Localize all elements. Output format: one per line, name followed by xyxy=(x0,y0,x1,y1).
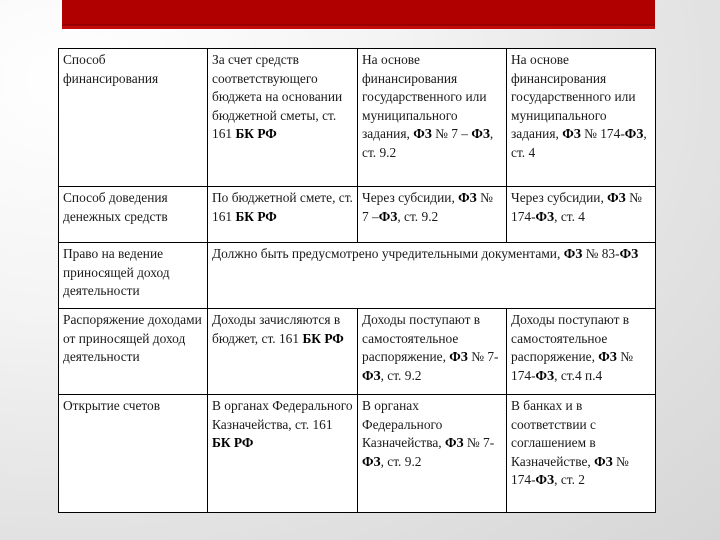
cell-budget-institution: В органах Федерального Казначейства, ст. 161 БК РФ xyxy=(208,395,358,513)
cell-budget-institution: За счет средств соответствующего бюджета на основании бюджетной сметы, ст. 161 БК РФ xyxy=(208,49,358,187)
cell-autonomous-institution: В органах Федерального Казначейства, ФЗ № 7-ФЗ, ст. 9.2 xyxy=(358,395,507,513)
row-label: Распоряжение доходами от приносящей доход деятельности xyxy=(59,309,208,395)
cell-autonomous-174: В банках и в соответствии с соглашением в Казначействе, ФЗ № 174-ФЗ, ст. 2 xyxy=(507,395,656,513)
row-label: Открытие счетов xyxy=(59,395,208,513)
cell-autonomous-institution: На основе финансирования государственного или муниципального задания, ФЗ № 7 – ФЗ, ст. 9.2 xyxy=(358,49,507,187)
cell-merged: Должно быть предусмотрено учредительными документами, ФЗ № 83-ФЗ xyxy=(208,243,656,309)
table-row-income-disposal xyxy=(59,309,656,395)
cell-autonomous-174: На основе финансирования государственного или муниципального задания, ФЗ № 174-ФЗ, ст. 4 xyxy=(507,49,656,187)
table-row-income-activity-right xyxy=(59,243,656,309)
table-row-account-opening xyxy=(59,395,656,513)
cell-budget-institution: По бюджетной смете, ст. 161 БК РФ xyxy=(208,187,358,243)
cell-budget-institution: Доходы зачисляются в бюджет, ст. 161 БК РФ xyxy=(208,309,358,395)
table-row-funds-delivery xyxy=(59,187,656,243)
row-label: Способ финансирования xyxy=(59,49,208,187)
row-label: Право на ведение приносящей доход деятельности xyxy=(59,243,208,309)
cell-autonomous-institution: Через субсидии, ФЗ № 7 –ФЗ, ст. 9.2 xyxy=(358,187,507,243)
row-label: Способ доведения денежных средств xyxy=(59,187,208,243)
cell-autonomous-institution: Доходы поступают в самостоятельное распоряжение, ФЗ № 7-ФЗ, ст. 9.2 xyxy=(358,309,507,395)
header-accent-bar xyxy=(62,0,655,29)
financing-comparison-table xyxy=(58,48,656,513)
cell-autonomous-174: Через субсидии, ФЗ № 174-ФЗ, ст. 4 xyxy=(507,187,656,243)
table-row-financing-method xyxy=(59,49,656,187)
cell-autonomous-174: Доходы поступают в самостоятельное распоряжение, ФЗ № 174-ФЗ, ст.4 п.4 xyxy=(507,309,656,395)
